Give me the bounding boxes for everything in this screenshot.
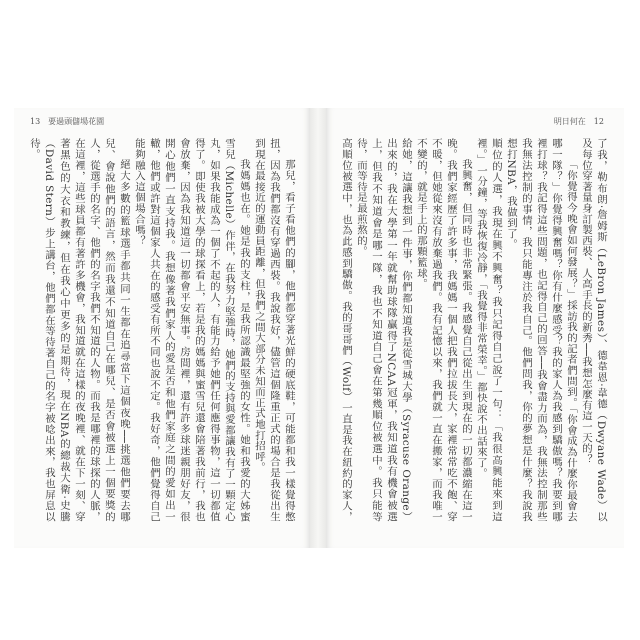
left-paragraph-3: 絕大多數的籃球選手都共同一生都在追尋當下這個夜晚──挑選他們要去哪兒、會說他們的語言，然而我還不知道自己在哪兒、是否會被選上一個要獎的人，從選手的名字、他們的名字我們不知道的人物。而我是哪裡的球探的人脈，在這裡，這些球員都有著許多機會，我知道就在這樣的夜晚裡、就在下一刻、穿著黑色的大衣和教練，但在我心中更多的是期待，現在NBA的總裁大衛‧史騰（David Stern）步上講台，他們都在等待著自己的名字被唸出來，我也屏息以待。 <box>28 138 130 522</box>
right-paragraph-3: 順位的人選，我現在興不興奮？我只記得自己說了一句：「我很高興能來到這裡。」一分鐘，等我恢復冷靜，「我覺得非常榮幸。」都快說不出話來了。 <box>475 138 502 522</box>
left-page <box>14 108 310 548</box>
right-paragraph-2: 「你覺得今晚會如何發展？」採訪我的記者們問到。「你會成為什麼你最會去哪一隊？」你覺得興奮嗎？你有什麼感受？我的家人為我感到驕傲嗎？我要到哪裡打球？我記得這些問題，也記得自己的回答──我會盡力而為，我無法控制那些我無法控制的事情，我只能專注於我自己。他們問我，你的夢想是什麼？我說我想打NBA，我做到了。 <box>505 138 577 522</box>
right-paragraph-5: 給她，這讓我想到一件事，你們都知道我是從雪城大學（Syracuse Orange）出來的，我在大學第一年就幫助球隊贏得了NCAA冠軍，我知道我有機會被選上，但我不知道會是哪一隊，我也不知道自己會在第幾順位被選中。我只能等待，而等待是最煎熬的。 <box>355 138 412 522</box>
left-running-head: 13 要過頭儲場花園 <box>30 117 105 126</box>
right-paragraph-1: 了我，勒布朗‧詹姆斯（LeBron James）、德韋恩‧韋德（Dwyane Wade）以及每位穿著量身訂製西裝、人高手長的新秀──我想怎麼有這一天的？ <box>580 138 607 522</box>
book-gutter <box>310 108 326 548</box>
right-paragraph-6: 高順位被選中，也為此感到驕傲。我的哥哥們（Wolf）一直是我在紐約的家人， <box>340 138 352 522</box>
right-page <box>326 108 624 548</box>
left-paragraph-2: 我媽媽也在。她是我的支柱，是我所認識最堅強的女性。她和我愛的大姊蜜雪兒（Michelle）作伴，在我努力堅強時，她們的支持與愛都讓我有了一顆定心丸，如果我能成為一個了不起的人，有能力給予她們任何應得事物，這一切都值得了。即使我被大學的球探看上，若是我的媽媽與蜜雪兒還會陪著我前行，我也會放棄，因為我知道這一切都會平安無事。房間裡，還有許多球迷親朋好友，很開心他們一直支持我。我想像著我們家人的愛是否和他們家庭之間的愛如出一轍，他們或許對這個家人共在的感受有所不同也說不定。我好奇，他們覺得自己能夠融入這個場合嗎？ <box>133 138 250 522</box>
left-paragraph-1: 那兒，看子看他們的腳，他們都穿著光鮮的硬底鞋，可能都和我一樣覺得憋扭，因為我們都沒有穿過西裝。我說我好，儘管這個隆重正式的場合是我從出生到現在最接近的運動員距離，但我們之間大部分未知而正式地打招呼。 <box>253 138 295 522</box>
right-paragraph-4: 我興奮，但同時也非常緊張。我感覺自己從出生到現在的一切都濃縮在這一晚。我們家經歷了許多事，我媽媽一個人把我們拉拔長大，家裡常常吃不飽、穿不暖，但她從來沒有放棄過我們。我有記憶以來，我們就一直在搬家，而我唯一不變的，就是手上的那顆籃球。 <box>415 138 472 522</box>
right-body-text <box>340 138 608 522</box>
right-running-head: 明日何在 12 <box>553 117 604 126</box>
left-body-text <box>28 138 296 522</box>
